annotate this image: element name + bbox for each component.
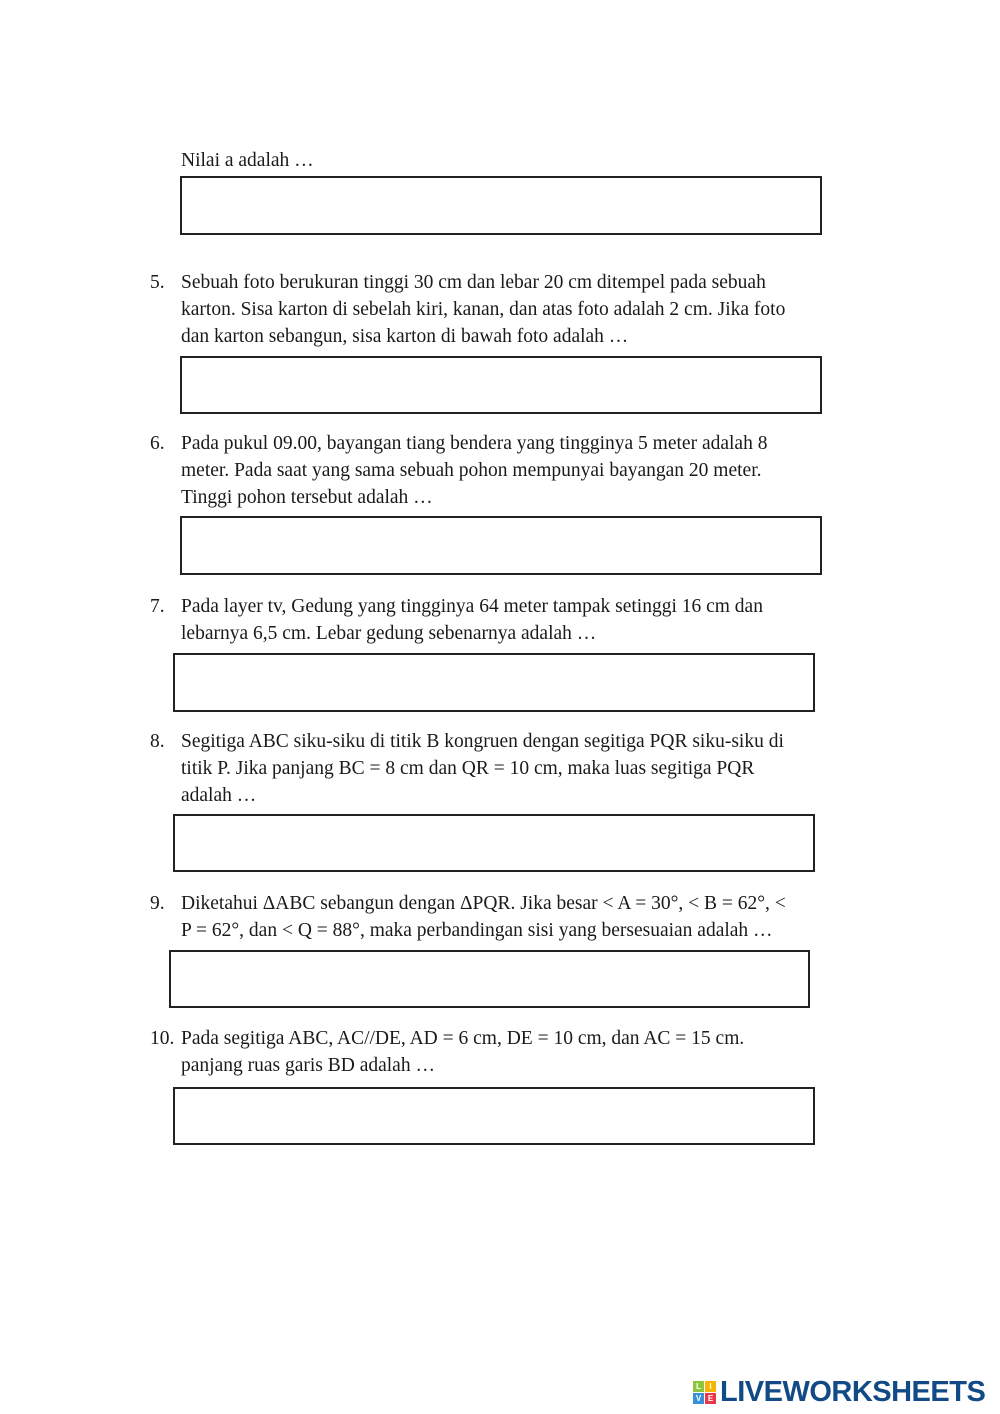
question-line: adalah … bbox=[181, 785, 257, 806]
answer-box-8[interactable] bbox=[173, 814, 815, 872]
answer-box-4[interactable] bbox=[180, 176, 822, 235]
answer-box-10[interactable] bbox=[173, 1087, 815, 1145]
question-line: lebarnya 6,5 cm. Lebar gedung sebenarnya adalah … bbox=[181, 623, 597, 644]
liveworksheets-logo bbox=[693, 1376, 985, 1409]
question-line: titik P. Jika panjang BC = 8 cm dan QR = 10 cm, maka luas segitiga PQR bbox=[181, 758, 755, 779]
question-number: 5. bbox=[150, 272, 165, 293]
question-line: P = 62°, dan < Q = 88°, maka perbandingan sisi yang bersesuaian adalah … bbox=[181, 920, 773, 941]
answer-box-5[interactable] bbox=[180, 356, 822, 414]
logo-tile: E bbox=[705, 1393, 716, 1404]
answer-box-6[interactable] bbox=[180, 516, 822, 575]
question-number: 10. bbox=[150, 1028, 175, 1049]
question-number: 9. bbox=[150, 893, 165, 914]
question-line: Pada layer tv, Gedung yang tingginya 64 meter tampak setinggi 16 cm dan bbox=[181, 596, 763, 617]
question-line: Tinggi pohon tersebut adalah … bbox=[181, 487, 433, 508]
question-line: Diketahui ΔABC sebangun dengan ΔPQR. Jika besar < A = 30°, < B = 62°, < bbox=[181, 893, 786, 914]
logo-tile: I bbox=[705, 1381, 716, 1392]
logo-tiles-icon bbox=[693, 1381, 716, 1404]
answer-box-7[interactable] bbox=[173, 653, 815, 712]
answer-box-9[interactable] bbox=[169, 950, 810, 1008]
question-number: 6. bbox=[150, 433, 165, 454]
logo-text: LIVEWORKSHEETS bbox=[720, 1376, 986, 1408]
question-line: karton. Sisa karton di sebelah kiri, kanan, dan atas foto adalah 2 cm. Jika foto bbox=[181, 299, 786, 320]
question-line: Sebuah foto berukuran tinggi 30 cm dan lebar 20 cm ditempel pada sebuah bbox=[181, 272, 766, 293]
question-line: Segitiga ABC siku-siku di titik B kongruen dengan segitiga PQR siku-siku di bbox=[181, 731, 784, 752]
question-line: dan karton sebangun, sisa karton di bawah foto adalah … bbox=[181, 326, 629, 347]
question-line: meter. Pada saat yang sama sebuah pohon mempunyai bayangan 20 meter. bbox=[181, 460, 762, 481]
logo-tile: V bbox=[693, 1393, 704, 1404]
question-number: 8. bbox=[150, 731, 165, 752]
question-line: Pada segitiga ABC, AC//DE, AD = 6 cm, DE = 10 cm, dan AC = 15 cm. bbox=[181, 1028, 745, 1049]
question-number: 7. bbox=[150, 596, 165, 617]
intro-text: Nilai a adalah … bbox=[181, 150, 314, 171]
question-line: Pada pukul 09.00, bayangan tiang bendera yang tingginya 5 meter adalah 8 bbox=[181, 433, 768, 454]
question-line: panjang ruas garis BD adalah … bbox=[181, 1055, 435, 1076]
logo-tile: L bbox=[693, 1381, 704, 1392]
